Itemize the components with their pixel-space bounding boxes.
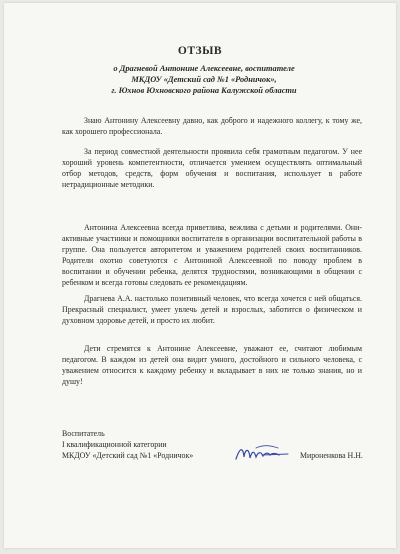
- document-title: ОТЗЫВ: [177, 45, 223, 57]
- signer-position: Воспитатель: [62, 429, 105, 438]
- paragraph: За период совместной деятельности проявила себя грамотным педагогом. У нее хороший уровень компетентности, отличается умением осуществлять оптимальный отбор методов, средств, форм обучения и воспитания, использует в работе нетрадиционные методики.: [62, 147, 362, 190]
- signer-category: I квалификационной категории: [62, 440, 167, 449]
- paragraph: Знаю Антонину Алексеевну давно, как доброго и надежного коллегу, к тому же, как хорошего профессионала.: [62, 116, 362, 137]
- paragraph: Драгнева А.А. настолько позитивный человек, что всегда хочется с ней общаться. Прекрасный специалист, умеет увлечь детей и взрослых, заботится о физическом и духовном здоровье детей, и просто их любит.: [62, 294, 362, 326]
- paragraph: Дети стремятся к Антонине Алексеевне, уважают ее, считают любимым педагогом. В каждом из детей она видит умного, достойного и сильного человека, с уважением относится к каждому ребенку и вкладывает в них не только знания, но и душу!: [62, 344, 362, 387]
- subtitle-line: МКДОУ «Детский сад №1 «Родничок»,: [131, 75, 277, 84]
- document-subtitle: [64, 63, 344, 96]
- paragraph: Антонина Алексеевна всегда приветлива, вежлива с детьми и родителями. Они- активные участники и помощники воспитателя в организации воспитательной работы в группе. Она пользуется авторитетом и уважением родителей своих воспитанников. Родители охотно советуются с Антониной Алексеевной по поводу проблем в воспитании и обучении ребенка, делятся трудностями, возникающими в общении с ребенком и всегда готовы следовать ее рекомендациям.: [62, 223, 362, 288]
- signer-name: Мироненкова Н.Н.: [300, 451, 363, 460]
- subtitle-line: г. Юхнов Юхновского района Калужской области: [111, 86, 297, 95]
- signer-organization: МКДОУ «Детский сад №1 «Родничок»: [62, 451, 194, 460]
- handwritten-signature: [232, 439, 292, 467]
- document-page: [4, 3, 396, 548]
- subtitle-line: о Драгневой Антонине Алексеевне, воспитателе: [113, 64, 295, 73]
- signature-block: [62, 428, 193, 461]
